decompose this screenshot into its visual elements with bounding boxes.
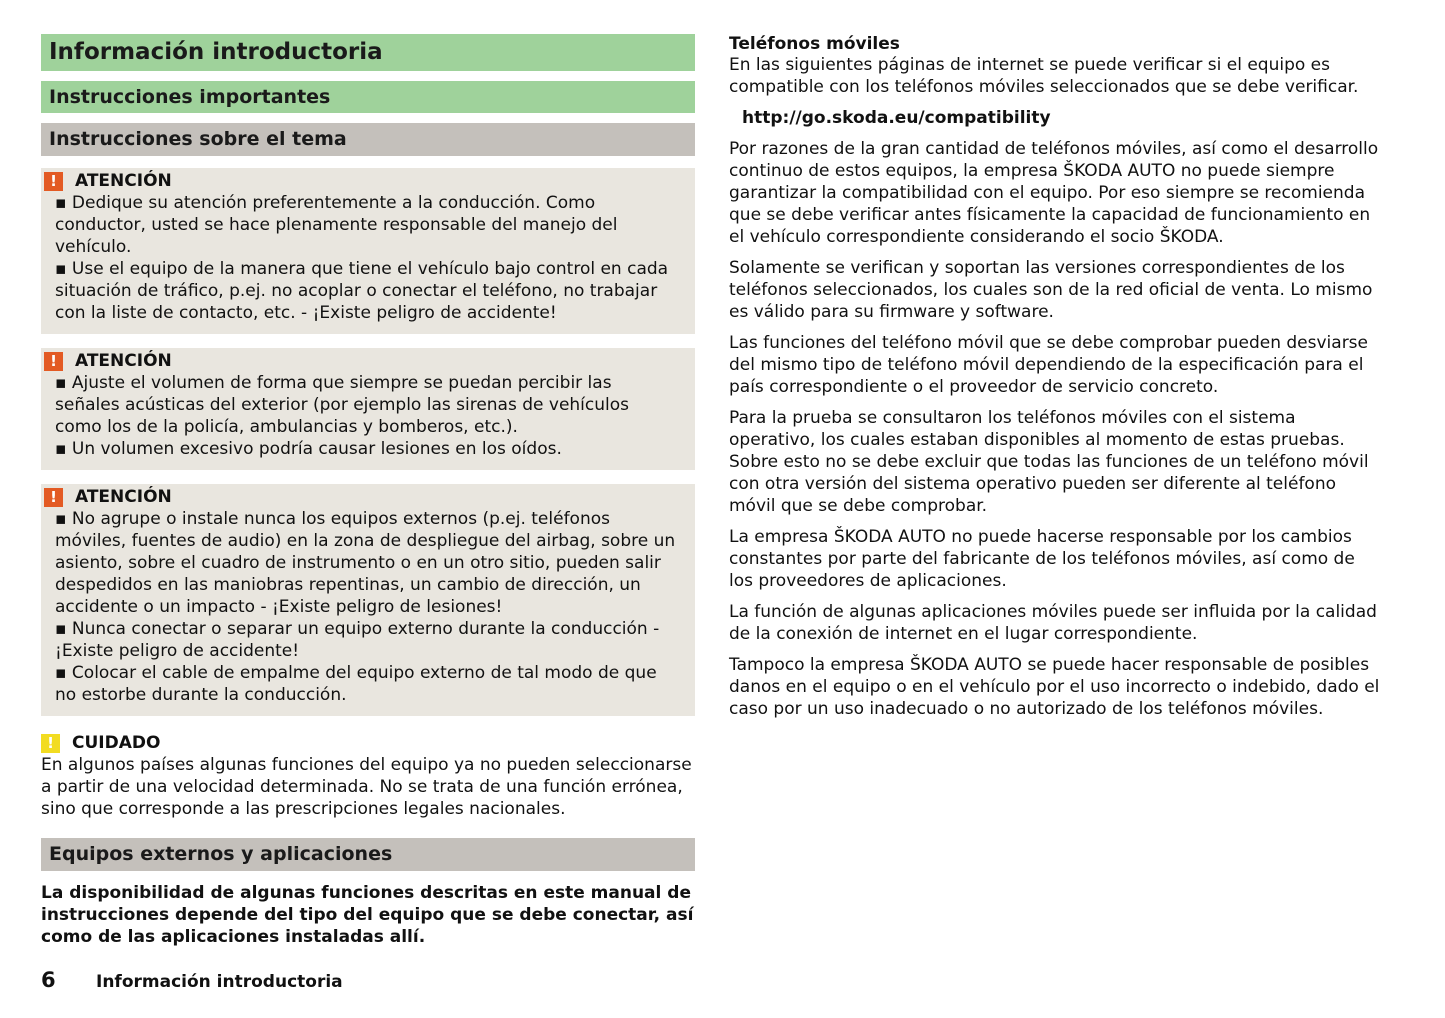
topic-title: Teléfonos móviles — [729, 34, 900, 54]
caution-note — [41, 732, 695, 820]
footer-title: Información introductoria — [96, 972, 343, 992]
caution-text: En algunos países algunas funciones del equipo ya no pueden seleccionarse a partir de una velocidad determinada. No se trata de una función errónea, sino que corresponde a las prescripciones legales nacionales. — [41, 755, 692, 819]
subsection-title: Equipos externos y aplicaciones — [41, 838, 695, 871]
warning-box — [41, 348, 695, 470]
exclamation-caution-icon: ! — [41, 734, 60, 753]
warning-text: ▪ Use el equipo de la manera que tiene el vehículo bajo control en cada situación de tráfico, p.ej. no acoplar o conectar el teléfono, no trabajar con la liste de contacto, etc. - ¡Existe peligro de accidente! — [55, 259, 669, 323]
warning-title: ATENCIÓN — [75, 487, 172, 507]
left-column — [41, 34, 695, 948]
paragraph: La función de algunas aplicaciones móviles puede ser influida por la calidad de la conexión de internet en el lugar correspondiente. — [729, 602, 1377, 644]
section-title: Instrucciones importantes — [41, 81, 695, 113]
subsection-title: Instrucciones sobre el tema — [41, 123, 695, 156]
paragraph: Por razones de la gran cantidad de teléfonos móviles, así como el desarrollo continuo de estos equipos, la empresa ŠKODA AUTO no puede siempre garantizar la compatibilidad con el equipo. Por eso siempre se recomienda que se debe verificar antes físicamente la capacidad de funcionamiento en el vehículo correspondiente considerando el socio ŠKODA. — [729, 139, 1379, 247]
page-footer — [41, 968, 343, 992]
paragraph: Para la prueba se consultaron los teléfonos móviles con el sistema operativo, los cuales estaban disponibles al momento de estas pruebas. Sobre esto no se debe excluir que todas las funciones de un teléfono móvil con otra versión del sistema operativo pueden ser diferente al teléfono móvil que se debe comprobar. — [729, 408, 1369, 516]
warning-title: ATENCIÓN — [75, 171, 172, 191]
warning-box — [41, 168, 695, 334]
intro-paragraph: La disponibilidad de algunas funciones descritas en este manual de instrucciones depende del tipo del equipo que se debe conectar, así como de las aplicaciones instaladas allí. — [41, 883, 694, 947]
warning-text: ▪ Un volumen excesivo podría causar lesiones en los oídos. — [55, 439, 562, 459]
exclamation-warning-icon: ! — [44, 488, 63, 507]
exclamation-warning-icon: ! — [44, 172, 63, 191]
warning-text: ▪ No agrupe o instale nunca los equipos externos (p.ej. teléfonos móviles, fuentes de audio) en la zona de despliegue del airbag, sobre un asiento, sobre el cuadro de instrumento o en un otro sitio, pueden salir despedidos en las maniobras repentinas, un cambio de dirección, un accidente o un impacto - ¡Existe peligro de lesiones! — [55, 509, 676, 617]
paragraph: Las funciones del teléfono móvil que se debe comprobar pueden desviarse del mismo tipo de teléfono móvil dependiendo de la especificación para el país correspondiente o el proveedor de servicio concreto. — [729, 333, 1369, 397]
warning-text: ▪ Colocar el cable de empalme del equipo externo de tal modo de que no estorbe durante la conducción. — [55, 663, 657, 705]
warning-text: ▪ Nunca conectar o separar un equipo externo durante la conducción - ¡Existe peligro de accidente! — [55, 619, 660, 661]
right-column — [729, 34, 1381, 729]
warning-text: ▪ Dedique su atención preferentemente a la conducción. Como conductor, usted se hace plenamente responsable del manejo del vehículo. — [55, 193, 618, 257]
paragraph: Tampoco la empresa ŠKODA AUTO se puede hacer responsable de posibles danos en el equipo o en el vehículo por el uso incorrecto o indebido, dado el caso por un uso inadecuado o no autorizado de los teléfonos móviles. — [729, 655, 1380, 719]
paragraph: En las siguientes páginas de internet se puede verificar si el equipo es compatible con los teléfonos móviles seleccionados que se debe verificar. — [729, 55, 1359, 97]
exclamation-warning-icon: ! — [44, 352, 63, 371]
paragraph: La empresa ŠKODA AUTO no puede hacerse responsable por los cambios constantes por parte del fabricante de los teléfonos móviles, así como de los proveedores de aplicaciones. — [729, 527, 1355, 591]
warning-text: ▪ Ajuste el volumen de forma que siempre se puedan percibir las señales acústicas del exterior (por ejemplo las sirenas de vehículos como los de la policía, ambulancias y bomberos, etc.). — [55, 373, 630, 437]
caution-title: CUIDADO — [72, 733, 161, 753]
compatibility-url[interactable]: http://go.skoda.eu/compatibility — [742, 108, 1051, 128]
warning-title: ATENCIÓN — [75, 351, 172, 371]
paragraph: Solamente se verifican y soportan las versiones correspondientes de los teléfonos seleccionados, los cuales son de la red oficial de venta. Lo mismo es válido para su firmware y software. — [729, 258, 1373, 322]
page-number: 6 — [41, 968, 56, 992]
warning-box — [41, 484, 695, 716]
chapter-title: Información introductoria — [41, 34, 695, 71]
